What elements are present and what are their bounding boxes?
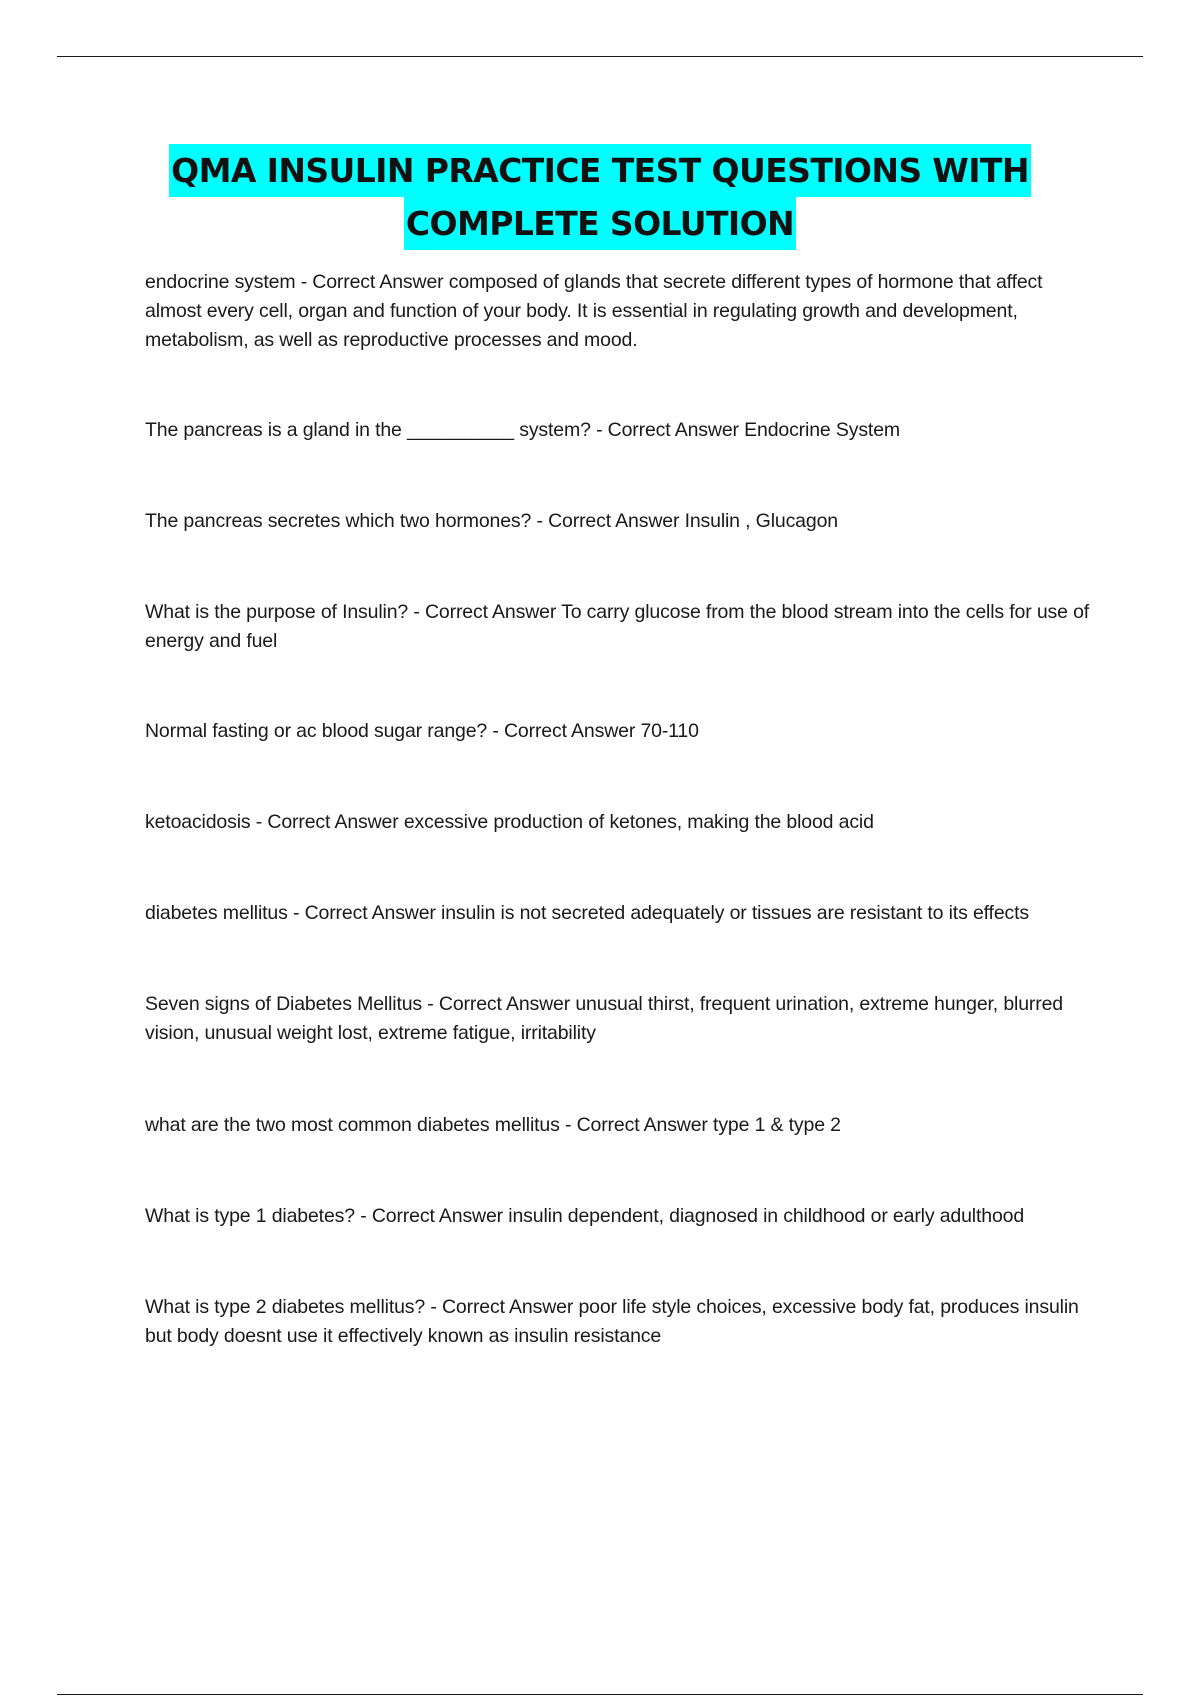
title-line-2: COMPLETE SOLUTION (404, 197, 796, 250)
question-text: diabetes mellitus (145, 902, 288, 924)
qa-item (145, 1202, 1024, 1231)
qa-item (145, 598, 1100, 656)
question-text: What is type 2 diabetes mellitus? (145, 1296, 426, 1318)
answer-separator: - Correct Answer (250, 811, 404, 833)
answer-text: composed of glands that secrete different types of hormone that affect almost every cell, organ and function of your body. It is essential in regulating growth and development, metabolism, as well as reproductive processes and mood. (145, 271, 1043, 351)
answer-text: 70-110 (640, 720, 699, 742)
qa-item (145, 1111, 841, 1140)
answer-text: Endocrine System (744, 419, 900, 441)
qa-item (145, 416, 900, 445)
answer-text: unusual thirst, frequent urination, extreme hunger, blurred vision, unusual weight lost, extreme fatigue, irritability (145, 993, 1063, 1044)
qa-item (145, 717, 699, 746)
answer-separator: - Correct Answer (287, 902, 442, 924)
answer-separator: - Correct Answer (354, 1205, 509, 1227)
title-line-1: QMA INSULIN PRACTICE TEST QUESTIONS WITH (169, 144, 1031, 197)
answer-text: To carry glucose from the blood stream into the cells for use of energy and fuel (145, 601, 1090, 652)
qa-item (145, 268, 1100, 355)
answer-text: type 1 & type 2 (713, 1114, 841, 1136)
question-text: Seven signs of Diabetes Mellitus (145, 993, 423, 1015)
answer-separator: - Correct Answer (590, 419, 745, 441)
footer-rule (57, 1694, 1143, 1695)
answer-separator: - Correct Answer (559, 1114, 714, 1136)
question-text: What is type 1 diabetes? (145, 1205, 355, 1227)
question-text: endocrine system (145, 271, 296, 293)
question-text: The pancreas secretes which two hormones? (145, 510, 532, 532)
answer-separator: - Correct Answer (487, 720, 641, 742)
answer-separator: - Correct Answer (531, 510, 685, 532)
question-text: Normal fasting or ac blood sugar range? (145, 720, 488, 742)
question-text: what are the two most common diabetes mellitus (145, 1114, 560, 1136)
question-text: The pancreas is a gland in the __________ system? (145, 419, 591, 441)
answer-separator: - Correct Answer (422, 993, 576, 1015)
question-text: What is the purpose of Insulin? (145, 601, 409, 623)
answer-separator: - Correct Answer (295, 271, 449, 293)
qa-item (145, 1293, 1100, 1351)
qa-item (145, 808, 874, 837)
answer-separator: - Correct Answer (425, 1296, 579, 1318)
answer-text: Insulin , Glucagon (684, 510, 838, 532)
answer-text: poor life style choices, excessive body fat, produces insulin but body doesnt use it effectively known as insulin resistance (145, 1296, 1079, 1347)
document-title (100, 144, 1100, 250)
answer-text: excessive production of ketones, making the blood acid (403, 811, 874, 833)
question-text: ketoacidosis (145, 811, 251, 833)
answer-text: insulin dependent, diagnosed in childhood or early adulthood (508, 1205, 1025, 1227)
answer-text: insulin is not secreted adequately or tissues are resistant to its effects (441, 902, 1029, 924)
answer-separator: - Correct Answer (408, 601, 562, 623)
qa-item (145, 990, 1100, 1048)
qa-item (145, 507, 838, 536)
qa-item (145, 899, 1029, 928)
header-rule (57, 56, 1143, 57)
